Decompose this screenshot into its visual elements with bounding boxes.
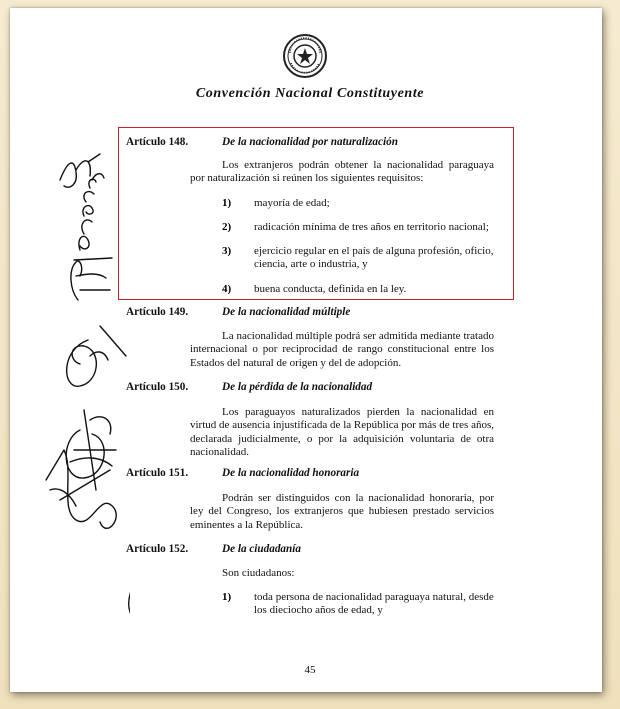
article-number: Artículo 151. — [126, 467, 189, 479]
article-number: Artículo 148. — [126, 136, 189, 148]
page-number: 45 — [304, 664, 316, 676]
list-item-text: mayoría de edad; — [254, 197, 330, 209]
article-title: De la nacionalidad múltiple — [222, 306, 351, 318]
list-item-number: 1) — [222, 591, 232, 603]
handwritten-signatures — [40, 150, 130, 670]
list-item-text: radicación mínima de tres años en territorio nacional; — [254, 221, 489, 233]
highlight-box — [118, 127, 514, 300]
article-number: Artículo 150. — [126, 381, 189, 393]
list-item-number: 4) — [222, 283, 232, 295]
article-number: Artículo 149. — [126, 306, 189, 318]
article-title: De la nacionalidad honoraria — [222, 467, 360, 479]
article-paragraph: Son ciudadanos: — [222, 567, 295, 579]
list-item-text: ejercicio regular en el país de alguna profesión, oficio, ciencia, arte o industria, y — [254, 245, 494, 271]
list-item-text: buena conducta, definida en la ley. — [254, 283, 407, 295]
page-header-title: Convención Nacional Constituyente — [195, 86, 425, 101]
article-paragraph: La nacionalidad múltiple podrá ser admitida mediante tratado internacional o por reciprocidad de rango constitucional entre los Estados del natural de origen y del de adopción. — [190, 330, 494, 369]
article-paragraph: Los paraguayos naturalizados pierden la nacionalidad en virtud de ausencia injustificada de la República por más de tres años, declarada judicialmente, o por la adquisición voluntaria de otra nacionalidad. — [190, 406, 494, 459]
article-title: De la pérdida de la nacionalidad — [222, 381, 373, 393]
national-seal-icon — [282, 33, 328, 79]
article-title: De la ciudadanía — [222, 543, 301, 555]
article-paragraph: Podrán ser distinguidos con la nacionalidad honoraria, por ley del Congreso, los extranjeros que hubiesen prestado servicios eminentes a la República. — [190, 492, 494, 531]
article-title: De la nacionalidad por naturalización — [222, 136, 398, 148]
list-item-number: 2) — [222, 221, 232, 233]
article-number: Artículo 152. — [126, 543, 189, 555]
article-paragraph: Los extranjeros podrán obtener la nacionalidad paraguaya por naturalización si reúnen los siguientes requisitos: — [190, 159, 494, 185]
list-item-number: 3) — [222, 245, 232, 257]
list-item-number: 1) — [222, 197, 232, 209]
list-item-text: toda persona de nacionalidad paraguaya natural, desde los dieciocho años de edad, y — [254, 591, 494, 617]
